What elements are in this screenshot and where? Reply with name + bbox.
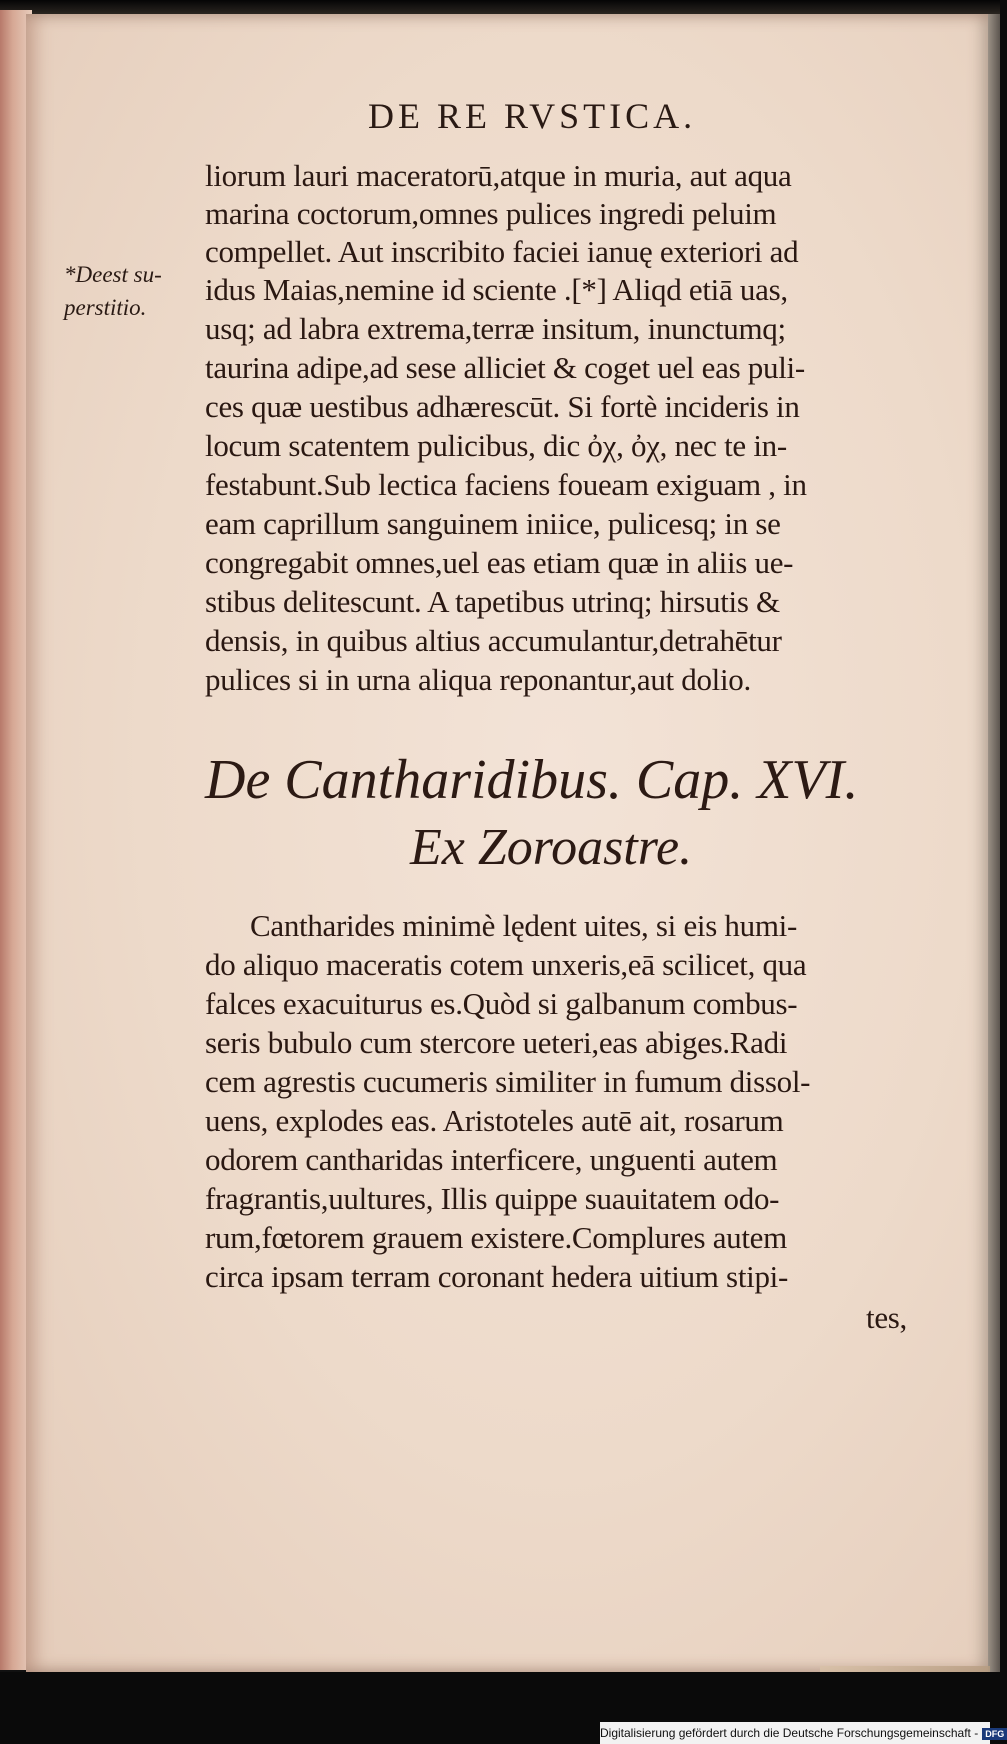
text-line: festabunt.Sub lectica faciens foueam exiguam , in: [205, 467, 807, 502]
catchword: tes,: [866, 1300, 907, 1335]
text-line: usq; ad labra extrema,terræ insitum, inunctumq;: [205, 311, 786, 346]
running-head: DE RE RVSTICA.: [368, 96, 697, 136]
text-line: taurina adipe,ad sese alliciet & coget uel eas puli-: [205, 350, 805, 385]
text-line: rum,fœtorem grauem existere.Complures autem: [205, 1220, 787, 1255]
text-line: stibus delitescunt. A tapetibus utrinq; hirsutis &: [205, 584, 780, 619]
text-line: circa ipsam terram coronant hedera uitium stipi-: [205, 1259, 788, 1294]
dfg-logo: DFG: [982, 1728, 1007, 1740]
text-line: Cantharides minimè lędent uites, si eis humi-: [250, 908, 797, 943]
text-line: congregabit omnes,uel eas etiam quæ in aliis ue-: [205, 545, 794, 580]
text-line: marina coctorum,omnes pulices ingredi peluim: [205, 196, 777, 231]
text-line: odorem cantharidas interficere, unguenti autem: [205, 1142, 778, 1177]
top-border: [0, 0, 1000, 14]
text-line: densis, in quibus altius accumulantur,detrahētur: [205, 623, 782, 658]
chapter-subheading: Ex Zoroastre.: [410, 819, 693, 876]
text-line: ces quæ uestibus adhærescūt. Si fortè incideris in: [205, 389, 800, 424]
text-line: seris bubulo cum stercore ueteri,eas abiges.Radi: [205, 1025, 788, 1060]
text-line: locum scatentem pulicibus, dic ὀχ, ὀχ, nec te in-: [205, 428, 787, 463]
text-line: idus Maias,nemine id sciente .[*] Aliqd etiā uas,: [205, 272, 788, 307]
digitization-credit: [600, 1722, 1005, 1744]
margin-note-line: *Deest su-: [64, 262, 162, 287]
text-line: compellet. Aut inscribito faciei ianuę exteriori ad: [205, 234, 799, 269]
margin-note-line: perstitio.: [64, 295, 147, 320]
chapter-heading: De Cantharidibus. Cap. XVI.: [205, 749, 859, 811]
text-line: falces exacuiturus es.Quòd si galbanum combus-: [205, 986, 798, 1021]
text-line: uens, explodes eas. Aristoteles autē ait, rosarum: [205, 1103, 784, 1138]
text-line: liorum lauri maceratorū,atque in muria, aut aqua: [205, 158, 792, 193]
text-line: eam caprillum sanguinem iniice, pulicesq; in se: [205, 506, 781, 541]
text-line: cem agrestis cucumeris similiter in fumum dissol-: [205, 1064, 811, 1099]
text-line: fragrantis,uultures, Illis quippe suauitatem odo-: [205, 1181, 780, 1216]
text-line: do aliquo maceratis cotem unxeris,eā scilicet, qua: [205, 947, 807, 982]
margin-note: [64, 258, 194, 324]
text-line: pulices si in urna aliqua reponantur,aut dolio.: [205, 662, 751, 697]
credit-text: Digitalisierung gefördert durch die Deutsche Forschungsgemeinschaft -: [600, 1726, 979, 1740]
right-page-edge: [988, 14, 1000, 1674]
